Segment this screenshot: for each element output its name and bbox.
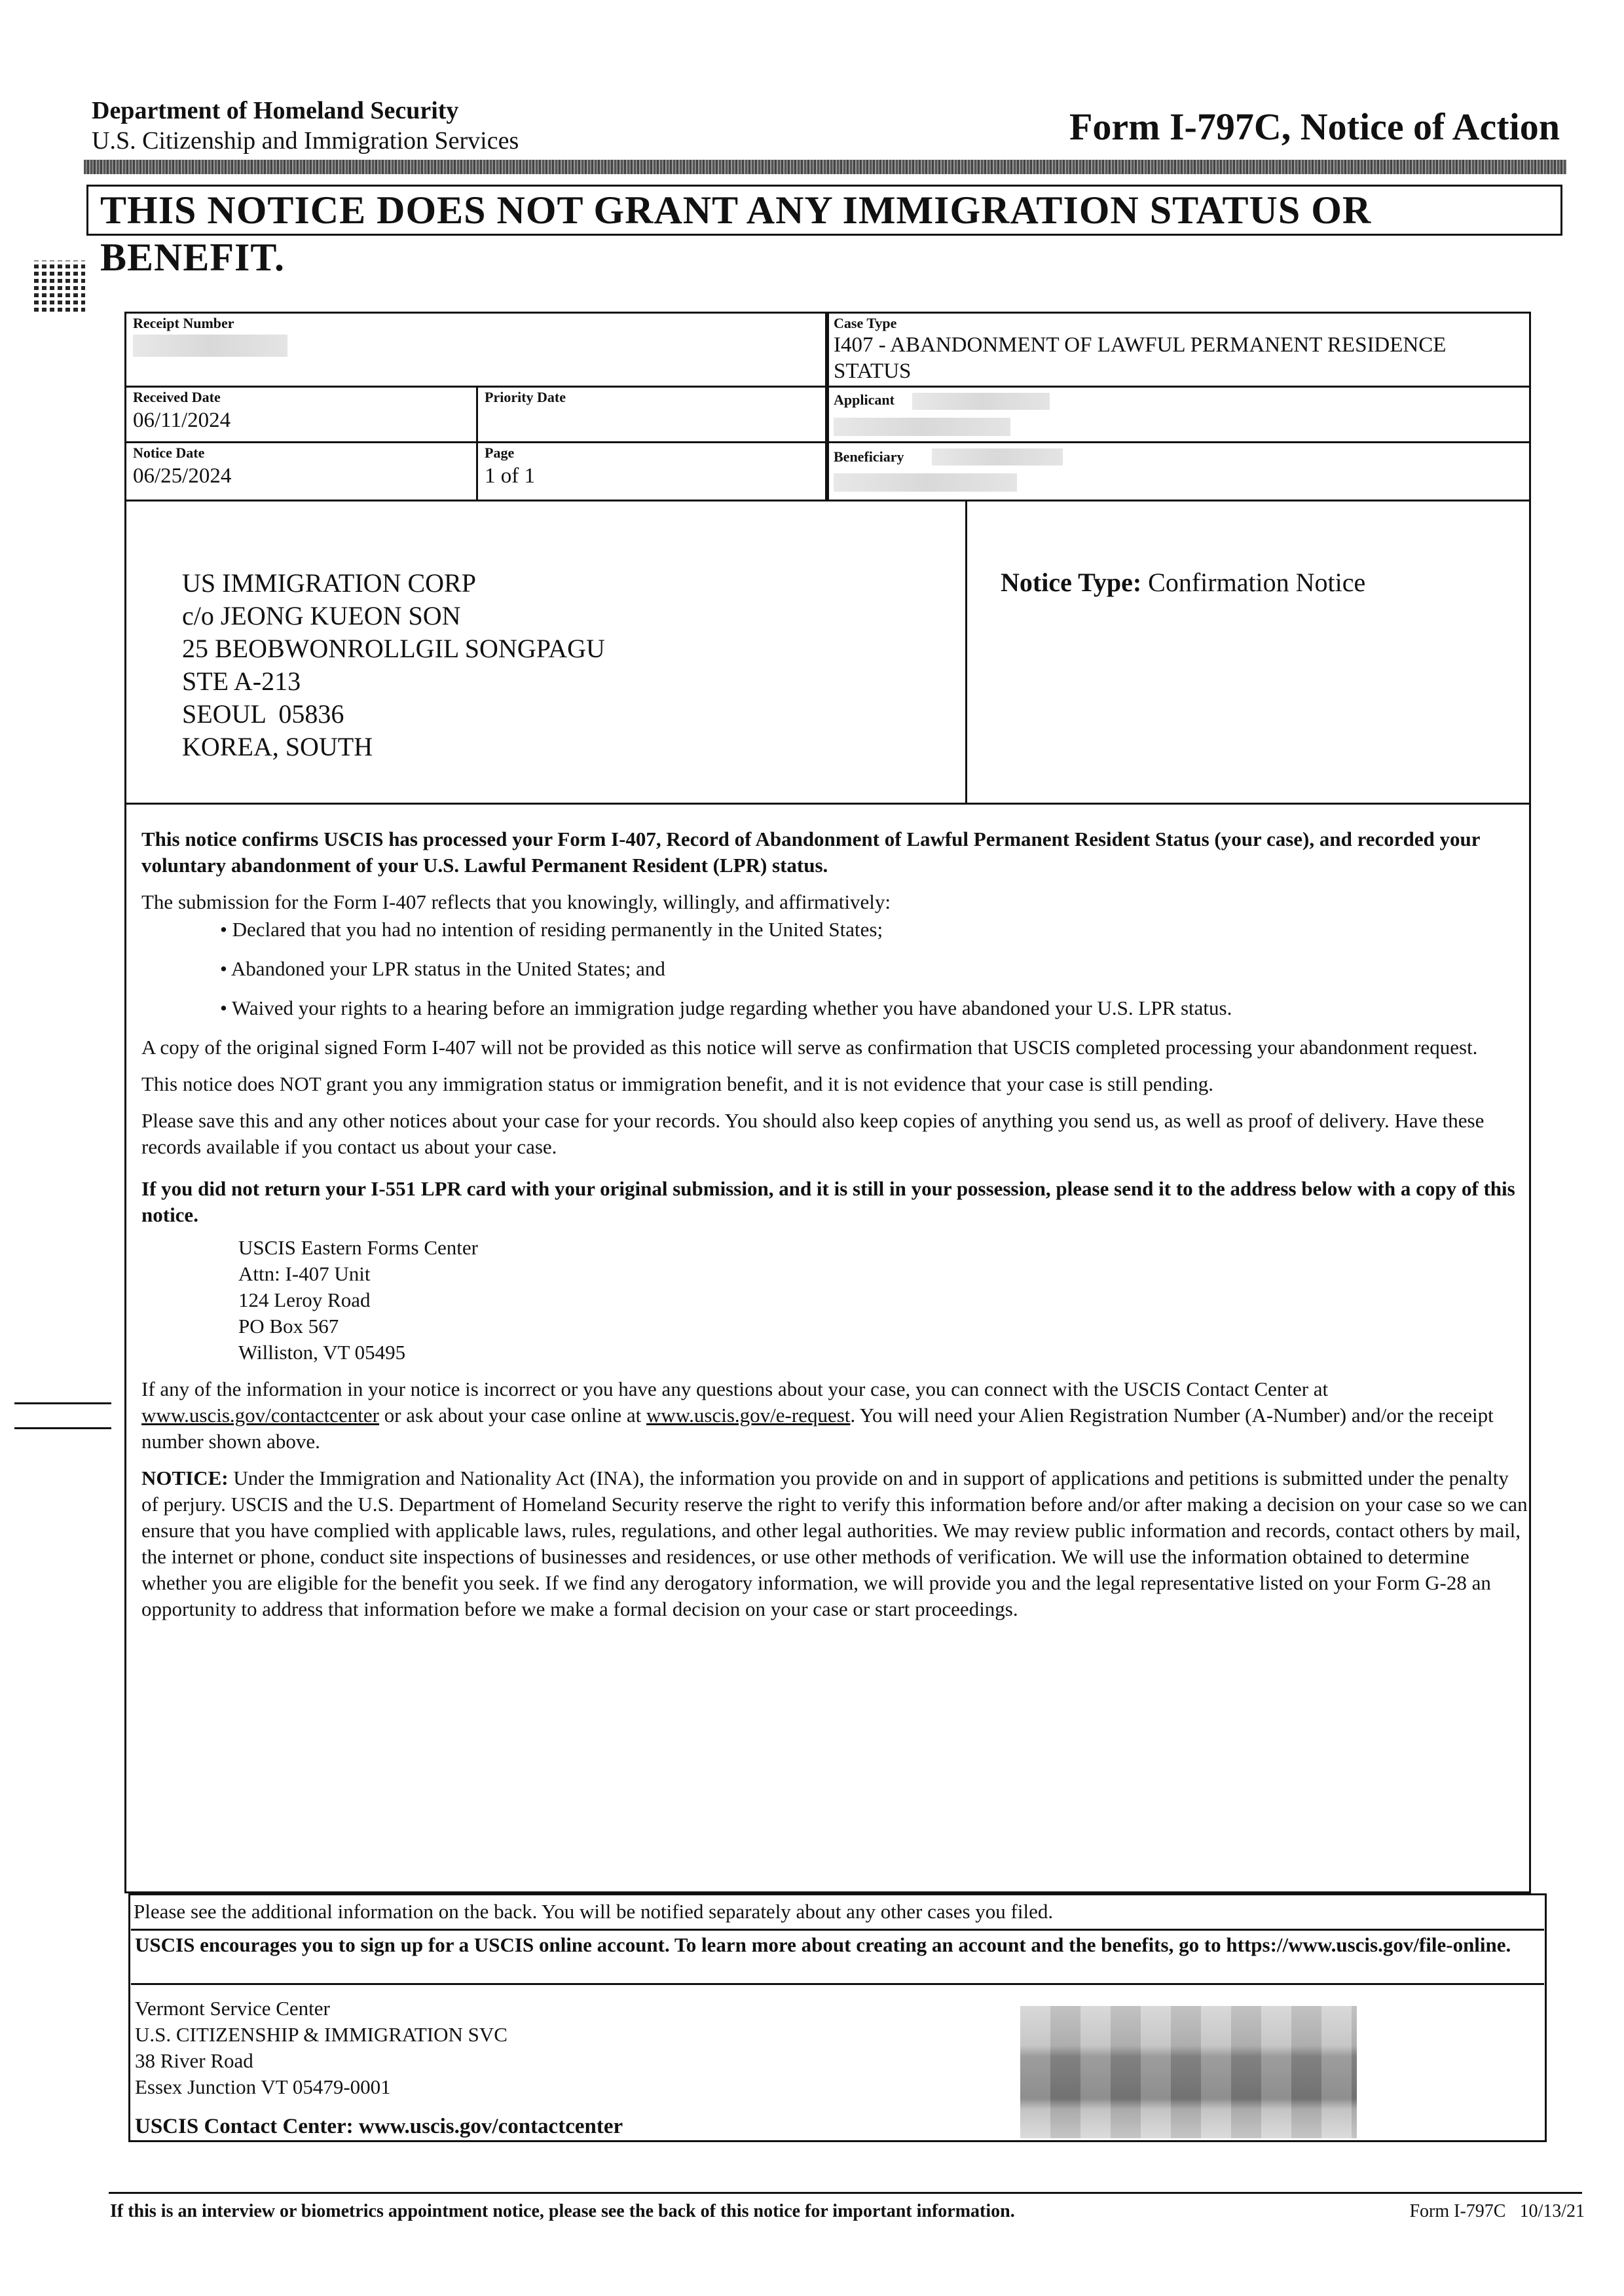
list-item: • Abandoned your LPR status in the United States; and [220,957,665,980]
notice-paragraph [141,1465,1530,1622]
copy-paragraph: A copy of the original signed Form I-407 will not be provided as this notice will serve as confirmation that USCIS completed processing your abandonment request. [141,1036,1478,1059]
address-line: 25 BEOBWONROLLGIL SONGPAGU [182,634,605,663]
receipt-number-label: Receipt Number [133,315,234,331]
reflects-paragraph: The submission for the Form I-407 reflects that you knowingly, willingly, and affirmatively: [141,890,891,913]
received-date-value: 06/11/2024 [133,409,231,432]
redacted-receipt-number [133,335,287,357]
case-type-label: Case Type [834,315,897,331]
applicant-label: Applicant [834,392,895,408]
beneficiary-label: Beneficiary [834,448,904,465]
notice-body [141,826,1530,1633]
service-center-line: Vermont Service Center [135,1997,330,2020]
service-center-address [135,1995,507,2100]
form-id: Form I-797C 10/13/21 [1409,2201,1585,2221]
beneficiary-cell [825,441,1531,501]
address-line: US IMMIGRATION CORP [182,568,476,598]
service-center-line: 38 River Road [135,2049,253,2072]
contact-text: or ask about your case online at [378,1404,647,1427]
online-account-note: USCIS encourages you to sign up for a USCIS online account. To learn more about creating an account and the benefits, go to https://www.uscis.gov/file-online. [131,1929,1544,1985]
not-grant-paragraph: This notice does NOT grant you any immigration status or immigration benefit, and it is not evidence that your case is still pending. [141,1072,1213,1095]
contact-center-line: USCIS Contact Center: www.uscis.gov/contactcenter [135,2115,623,2138]
list-item: • Declared that you had no intention of residing permanently in the United States; [220,918,883,941]
appointment-note: If this is an interview or biometrics appointment notice, please see the back of this notice for important information. [110,2201,1015,2221]
warning-banner: THIS NOTICE DOES NOT GRANT ANY IMMIGRATION STATUS OR BENEFIT. [86,185,1562,236]
contact-center-link[interactable]: www.uscis.gov/contactcenter [141,1404,379,1427]
contact-text: . You will need your Alien Registration Number (A-Number) and/or the receipt number shown above. [141,1404,1494,1453]
margin-mark [14,1402,111,1404]
received-date-label: Received Date [133,389,221,405]
notice-date-cell [124,441,478,501]
notice-date-value: 06/25/2024 [133,464,232,488]
redacted-applicant [834,418,1010,436]
return-address-line: 124 Leroy Road [238,1288,371,1311]
sub-agency-name: U.S. Citizenship and Immigration Services [92,127,519,155]
applicant-cell [825,386,1531,443]
page-cell [476,441,829,501]
return-address-line: Williston, VT 05495 [238,1341,406,1364]
priority-date-cell [476,386,829,443]
address-line: STE A-213 [182,666,301,696]
margin-mark [14,1427,111,1429]
header-stripe [84,160,1566,174]
contact-paragraph [141,1376,1530,1455]
redacted-barcode [1020,2006,1357,2138]
return-address-line: PO Box 567 [238,1315,339,1338]
address-line: SEOUL 05836 [182,699,344,729]
redacted-beneficiary [932,448,1063,465]
page-value: 1 of 1 [485,464,535,488]
redacted-applicant [912,393,1050,410]
notice-type-value: Confirmation Notice [1148,568,1366,597]
form-title: Form I-797C, Notice of Action [1069,105,1560,148]
address-line: KOREA, SOUTH [182,732,373,761]
list-item: • Waived your rights to a hearing before an immigration judge regarding whether you have abandoned your U.S. LPR status. [220,996,1232,1019]
notice-text: Under the Immigration and Nationality Act (INA), the information you provide on and in support of applications and petitions is submitted under the penalty of perjury. USCIS and the U.S. Department of Homeland Security reserve the right to verify this information before and/or after making a decision on your case so we can ensure that you have complied with applicable laws, rules, regulations, and other legal authorities. We may review public information and records, contact others by mail, the internet or phone, conduct site inspections of businesses and residences, or use other methods of verification. We will use the information obtained to determine whether you are eligible for the benefit you seek. If we find any derogatory information, we will provide you and the legal representative listed on your Form G-28 an opportunity to address that information before we make a formal decision on your case or start proceedings. [141,1467,1528,1620]
mailing-address [182,567,605,763]
received-date-cell [124,386,478,443]
qr-code-icon [34,261,85,312]
return-address [238,1235,1530,1366]
notice-label: NOTICE: [141,1467,229,1489]
return-card-paragraph: If you did not return your I-551 LPR card with your original submission, and it is still in your possession, please send it to the address below with a copy of this notice. [141,1177,1515,1226]
page-label: Page [485,445,515,461]
redacted-beneficiary [834,473,1017,492]
contact-text: If any of the information in your notice is incorrect or you have any questions about your case, you can connect with the USCIS Contact Center at [141,1377,1329,1400]
receipt-number-cell [124,312,829,388]
notice-type [1001,567,1365,598]
priority-date-label: Priority Date [485,389,566,405]
bottom-divider [109,2192,1582,2194]
return-address-line: USCIS Eastern Forms Center [238,1236,478,1259]
e-request-link[interactable]: www.uscis.gov/e-request [646,1404,851,1427]
return-address-line: Attn: I-407 Unit [238,1262,371,1285]
agency-header [92,96,519,156]
service-center-line: U.S. CITIZENSHIP & IMMIGRATION SVC [135,2023,507,2046]
save-records-paragraph: Please save this and any other notices about your case for your records. You should also keep copies of anything you send us, as well as proof of delivery. Have these records available if you contact us about your case. [141,1109,1485,1158]
notice-type-box [965,500,1531,805]
address-line: c/o JEONG KUEON SON [182,601,461,630]
additional-info-note: Please see the additional information on the back. You will be notified separately about any other cases you filed. [134,1900,1054,1923]
service-center-line: Essex Junction VT 05479-0001 [135,2075,391,2098]
intro-paragraph: This notice confirms USCIS has processed your Form I-407, Record of Abandonment of Lawful Permanent Resident Status (your case), and recorded your voluntary abandonment of your U.S. Lawful Permanent Resident (LPR) status. [141,828,1480,877]
notice-date-label: Notice Date [133,445,205,461]
case-type-value: I407 - ABANDONMENT OF LAWFUL PERMANENT RESIDENCE STATUS [834,333,1447,383]
agency-name: Department of Homeland Security [92,97,459,124]
case-type-cell [825,312,1531,388]
notice-type-label: Notice Type: [1001,568,1142,597]
declaration-list [220,917,1530,1021]
